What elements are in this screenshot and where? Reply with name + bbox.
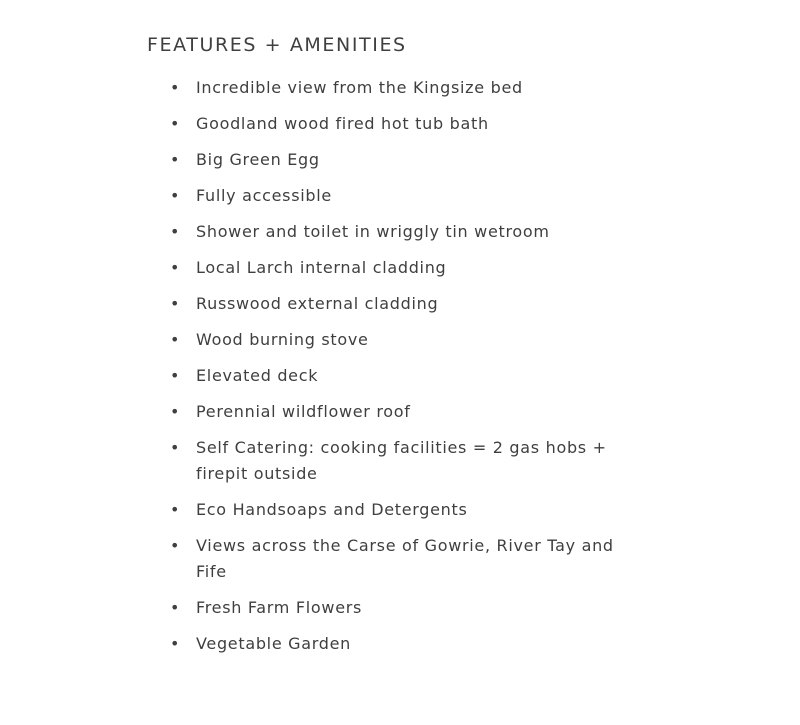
list-item-text: Incredible view from the Kingsize bed [196, 78, 523, 97]
list-item-text: Big Green Egg [196, 150, 320, 169]
list-item-text: Fully accessible [196, 186, 332, 205]
bullet-icon: • [170, 258, 181, 277]
list-item-text: Eco Handsoaps and Detergents [196, 500, 468, 519]
list-item [147, 183, 626, 209]
list-item [147, 631, 626, 657]
bullet-icon: • [170, 294, 181, 313]
list-item [147, 533, 626, 585]
list-item-text: Elevated deck [196, 366, 319, 385]
bullet-icon: • [170, 598, 181, 617]
list-item [147, 147, 626, 173]
bullet-icon: • [170, 536, 181, 555]
bullet-icon: • [170, 150, 181, 169]
bullet-icon: • [170, 438, 181, 457]
list-item-text: Local Larch internal cladding [196, 258, 447, 277]
list-item [147, 75, 626, 101]
list-item-text: Goodland wood fired hot tub bath [196, 114, 489, 133]
list-item [147, 595, 626, 621]
list-item [147, 327, 626, 353]
bullet-icon: • [170, 402, 181, 421]
list-item [147, 363, 626, 389]
bullet-icon: • [170, 500, 181, 519]
features-heading: FEATURES + AMENITIES [147, 34, 407, 56]
bullet-icon: • [170, 634, 181, 653]
features-section [147, 30, 647, 667]
bullet-icon: • [170, 186, 181, 205]
bullet-icon: • [170, 366, 181, 385]
list-item [147, 497, 626, 523]
list-item-text: Russwood external cladding [196, 294, 439, 313]
amenities-list [147, 75, 647, 657]
list-item [147, 399, 626, 425]
list-item [147, 219, 626, 245]
list-item [147, 255, 626, 281]
list-item [147, 291, 626, 317]
list-item [147, 435, 626, 487]
list-item-text: Shower and toilet in wriggly tin wetroom [196, 222, 550, 241]
list-item-text: Fresh Farm Flowers [196, 598, 363, 617]
list-item [147, 111, 626, 137]
list-item-text: Self Catering: cooking facilities = 2 gas hobs + firepit outside [196, 438, 607, 483]
bullet-icon: • [170, 330, 181, 349]
list-item-text: Wood burning stove [196, 330, 369, 349]
bullet-icon: • [170, 114, 181, 133]
list-item-text: Views across the Carse of Gowrie, River Tay and Fife [196, 536, 614, 581]
bullet-icon: • [170, 78, 181, 97]
bullet-icon: • [170, 222, 181, 241]
list-item-text: Perennial wildflower roof [196, 402, 411, 421]
list-item-text: Vegetable Garden [196, 634, 351, 653]
